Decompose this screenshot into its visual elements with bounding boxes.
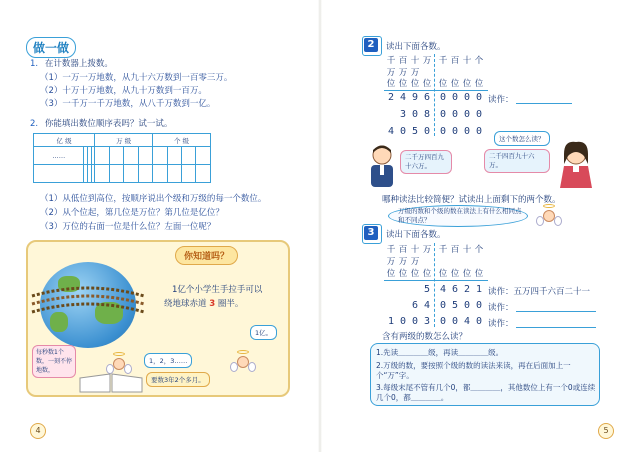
place-header: 位 — [474, 79, 484, 89]
place-header: 十 — [462, 245, 472, 255]
digit: 0 — [475, 316, 483, 327]
place-header: 千 — [386, 56, 396, 66]
digit: 6 — [423, 92, 431, 103]
speed-bubble: 每秒数1个数，一刻不停地数， — [32, 345, 76, 378]
place-header: 位 — [410, 79, 420, 89]
digit: 0 — [463, 109, 471, 120]
did-you-know-title: 你知道吗？ — [175, 246, 238, 265]
q2-item-1 — [40, 192, 266, 204]
fact-text: 圈半。 — [217, 299, 244, 309]
digit: 3 — [423, 316, 431, 327]
example-2-prompt: 读出下面各数。 — [386, 42, 446, 52]
q1-item-2 — [40, 84, 207, 96]
read-as-label: 读作： — [488, 95, 514, 105]
angel-icon — [538, 204, 560, 230]
table-cell — [138, 147, 153, 165]
read-as-label: 读作： — [488, 319, 514, 329]
right-page — [320, 0, 640, 452]
place-header: 百 — [450, 56, 460, 66]
digit: 0 — [439, 126, 447, 137]
table-cell — [124, 165, 138, 183]
place-value-table — [33, 133, 211, 183]
answer-blank — [516, 327, 596, 328]
girl-speech-bubble: 二千四百九十六万。 — [484, 149, 550, 173]
q1-item-1 — [40, 71, 232, 83]
table-cell — [153, 165, 167, 183]
place-header: 十 — [462, 56, 472, 66]
table-dots: …… — [34, 147, 84, 165]
place-header: 位 — [422, 79, 432, 89]
q2-text: 你能填出数位顺序表吗？试一试。 — [44, 119, 173, 129]
header-underline — [384, 90, 488, 91]
place-header: 位 — [398, 79, 408, 89]
digit: 4 — [399, 92, 407, 103]
page-number-left: 4 — [30, 423, 46, 439]
place-header: 位 — [450, 79, 460, 89]
place-header: 十 — [410, 56, 420, 66]
digit: 4 — [387, 126, 395, 137]
digit: 6 — [451, 284, 459, 295]
place-header: 位 — [386, 79, 396, 89]
two-level-question: 含有两级的数怎么读？ — [382, 332, 468, 342]
angel-icon — [232, 350, 254, 376]
open-book-icon — [78, 372, 144, 394]
answer-blank — [516, 103, 572, 104]
digit: 0 — [439, 300, 447, 311]
digit: 0 — [423, 126, 431, 137]
table-header-wan: 万 级 — [95, 134, 153, 147]
place-header: 位 — [462, 269, 472, 279]
place-header: 千 — [438, 245, 448, 255]
place-header: 万 — [386, 68, 396, 78]
digit: 3 — [399, 109, 407, 120]
fact-highlight-number: 3 — [209, 299, 216, 309]
digit: 2 — [463, 284, 471, 295]
digit: 0 — [475, 300, 483, 311]
boy-student-icon — [364, 143, 400, 189]
digit: 0 — [439, 316, 447, 327]
digit: 0 — [411, 109, 419, 120]
fact-text: 绕地球赤道 — [164, 299, 207, 309]
digit: 0 — [439, 109, 447, 120]
fact-line-1: 1亿个小学生手拉手可以 — [172, 285, 263, 295]
answer-blank — [516, 311, 596, 312]
q1-number: 1. — [30, 59, 39, 69]
item-text: 一千万一千万地数，从八千万数到一亿。 — [62, 99, 216, 109]
table-cell — [167, 147, 181, 165]
item-text: 万位的右面一位是什么位？左面一位呢？ — [62, 222, 216, 232]
digit: 0 — [399, 316, 407, 327]
counting-bubble: 1，2，3…… — [144, 353, 192, 368]
digit: 8 — [423, 109, 431, 120]
item-number: （3） — [40, 99, 63, 109]
place-header: 万 — [398, 257, 408, 267]
table-cell — [95, 147, 109, 165]
page-number-right: 5 — [598, 423, 614, 439]
table-cell — [153, 147, 167, 165]
q2-item-2 — [40, 206, 224, 218]
example-3-prompt: 读出下面各数。 — [386, 230, 446, 240]
digit: 0 — [451, 316, 459, 327]
item-number: （3） — [40, 222, 63, 232]
girl-student-icon — [556, 140, 596, 190]
read-as-label: 读作： — [488, 303, 514, 313]
level-divider — [434, 54, 435, 136]
rule-3: 3.每级末尾不管有几个0，都＿＿＿＿，其他数位上有一个0或连续几个0，都＿＿＿＿。 — [376, 383, 596, 402]
table-cell — [95, 165, 109, 183]
place-header: 十 — [410, 245, 420, 255]
place-header: 位 — [398, 269, 408, 279]
place-header: 位 — [474, 269, 484, 279]
table-cell — [181, 147, 195, 165]
digit: 0 — [399, 126, 407, 137]
children-chain-icon — [28, 278, 148, 328]
item-number: （1） — [40, 194, 63, 204]
item-text: 十万十万地数，从九十万数到一百万。 — [62, 86, 207, 96]
table-cell — [196, 165, 211, 183]
example-3-badge: 3 — [364, 226, 378, 240]
place-header: 个 — [474, 245, 484, 255]
digit: 0 — [463, 300, 471, 311]
digit: 0 — [475, 92, 483, 103]
digit: 1 — [475, 284, 483, 295]
place-header: 个 — [474, 56, 484, 66]
place-header: 万 — [422, 56, 432, 66]
place-header: 百 — [398, 245, 408, 255]
digit: 4 — [423, 300, 431, 311]
table-cell — [124, 147, 138, 165]
item-text: 从低位到高位，按顺序说出个级和万级的每一个数位。 — [62, 194, 267, 204]
place-header: 位 — [422, 269, 432, 279]
table-cell — [181, 165, 195, 183]
table-cell — [196, 147, 211, 165]
table-cell — [109, 165, 123, 183]
digit: 5 — [423, 284, 431, 295]
digit: 4 — [439, 284, 447, 295]
place-header: 千 — [438, 56, 448, 66]
digit: 5 — [451, 300, 459, 311]
place-header: 万 — [410, 68, 420, 78]
digit: 0 — [463, 92, 471, 103]
item-text: 从个位起，第几位是万位？第几位是亿位？ — [62, 208, 224, 218]
q2-number: 2. — [30, 119, 39, 129]
place-header: 位 — [386, 269, 396, 279]
question-bubble: 这个数怎么读？ — [494, 131, 550, 146]
place-header: 位 — [438, 79, 448, 89]
digit: 0 — [475, 126, 483, 137]
place-header: 千 — [386, 245, 396, 255]
place-header: 百 — [450, 245, 460, 255]
digit: 5 — [411, 126, 419, 137]
rule-2: 2.万级的数，要按照个级的数的读法来读，再在后面加上一个“万”字。 — [376, 361, 571, 380]
digit: 6 — [411, 300, 419, 311]
place-header: 位 — [410, 269, 420, 279]
angel-question: 万级的数和个级的数在读法上有什么相同点和不同点？ — [398, 207, 522, 224]
q1-item-3 — [40, 97, 215, 109]
digit: 0 — [451, 126, 459, 137]
place-header: 百 — [398, 56, 408, 66]
table-cell — [167, 165, 181, 183]
section-heading: 做一做 — [26, 37, 76, 58]
one-yi-bubble: 1亿。 — [250, 325, 277, 340]
place-header: 万 — [386, 257, 396, 267]
table-header-ge: 个 级 — [153, 134, 211, 147]
digit: 4 — [463, 316, 471, 327]
fact-line-2 — [164, 297, 243, 309]
digit: 0 — [451, 92, 459, 103]
read-as-answer: 读作：五万四千六百二十一 — [488, 287, 591, 297]
place-header: 万 — [398, 68, 408, 78]
digit: 2 — [387, 92, 395, 103]
digit: 9 — [411, 92, 419, 103]
example-2-badge: 2 — [364, 38, 378, 52]
q2-item-3 — [40, 220, 215, 232]
place-header: 位 — [438, 269, 448, 279]
digit: 0 — [475, 109, 483, 120]
rule-1: 1.先读＿＿＿＿级，再读＿＿＿＿级。 — [376, 348, 504, 357]
place-header: 位 — [450, 269, 460, 279]
table-cell — [138, 165, 153, 183]
table-header-yi: 亿 级 — [34, 134, 95, 147]
boy-speech-bubble: 二千万四百九十六万。 — [400, 150, 452, 174]
level-divider — [434, 243, 435, 327]
digit: 0 — [463, 126, 471, 137]
digit: 0 — [411, 316, 419, 327]
place-header: 万 — [410, 257, 420, 267]
item-number: （1） — [40, 73, 63, 83]
digit: 0 — [451, 109, 459, 120]
table-cell — [109, 147, 123, 165]
q1 — [30, 57, 113, 69]
item-text: 一万一万地数，从九十六万数到一百零三万。 — [62, 73, 233, 83]
place-header: 位 — [462, 79, 472, 89]
table-cell — [34, 165, 84, 183]
which-simpler-text: 哪种读法比较简便？试读出上面剩下的两个数。 — [382, 195, 561, 205]
item-number: （2） — [40, 208, 63, 218]
digit: 1 — [387, 316, 395, 327]
time-bubble: 要数3年2个多月。 — [146, 372, 210, 387]
digit: 0 — [439, 92, 447, 103]
q1-text: 在计数器上拨数。 — [44, 59, 113, 69]
item-number: （2） — [40, 86, 63, 96]
place-header: 万 — [422, 245, 432, 255]
header-underline — [384, 280, 488, 281]
q2 — [30, 117, 172, 129]
